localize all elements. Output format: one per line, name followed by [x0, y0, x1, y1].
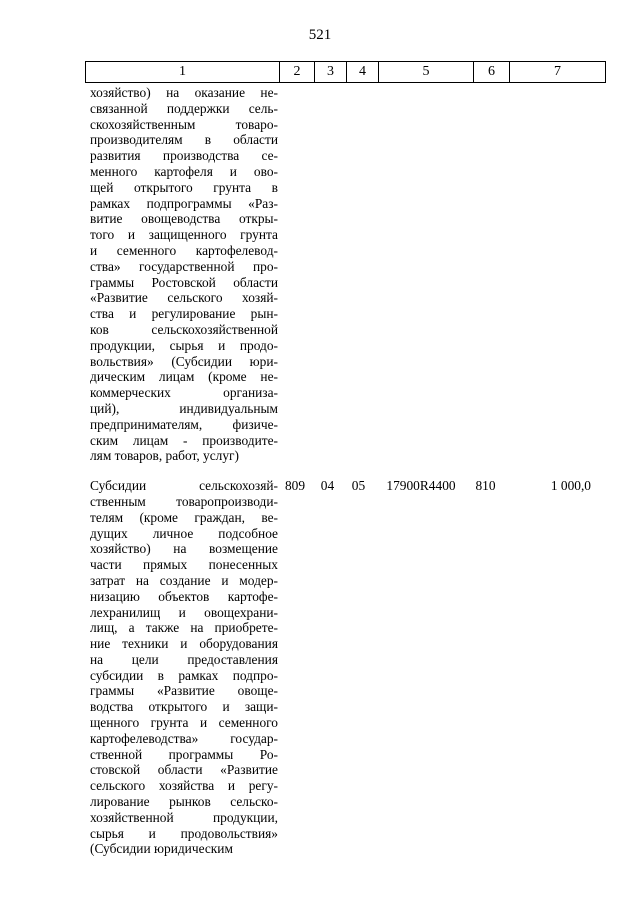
- header-col-6: 6: [474, 62, 510, 83]
- description-line: низацию объектов картофе-: [90, 588, 278, 604]
- row-description: [85, 85, 278, 464]
- description-line: хозяйственной продукции,: [90, 809, 278, 825]
- description-line: коммерческих организа-: [90, 385, 278, 401]
- header-col-2: 2: [280, 62, 315, 83]
- description-line: картофелеводства» государ-: [90, 730, 278, 746]
- description-line: сырья и продовольствия»: [90, 825, 278, 841]
- header-col-5: 5: [379, 62, 474, 83]
- description-line: ков сельскохозяйственной: [90, 321, 278, 337]
- description-line: граммы «Развитие овоще-: [90, 683, 278, 699]
- cell-section: 04: [320, 478, 335, 494]
- description-line: части прямых понесенных: [90, 557, 278, 573]
- cell-expense-type: 810: [475, 478, 496, 494]
- cell-amount: [503, 85, 598, 464]
- description-line: сельского хозяйства и регу-: [90, 778, 278, 794]
- cell-ministry: [278, 85, 312, 464]
- description-line: витие овощеводства откры-: [90, 211, 278, 227]
- description-line: менного картофеля и ово-: [90, 163, 278, 179]
- cell-subsection: [343, 85, 374, 464]
- table-row: [85, 85, 600, 464]
- header-col-3: 3: [315, 62, 347, 83]
- description-line: развития производства се-: [90, 148, 278, 164]
- description-line: вольствия» (Субсидии юри-: [90, 353, 278, 369]
- description-line: субсидии в рамках подпро-: [90, 667, 278, 683]
- table-body: [85, 85, 600, 857]
- description-line: хозяйство) на оказание не-: [90, 85, 278, 100]
- description-line: граммы Ростовской области: [90, 274, 278, 290]
- description-line: ственным товаропроизводи-: [90, 493, 278, 509]
- description-line: водства открытого и защи-: [90, 699, 278, 715]
- description-line: дическим лицам (кроме не-: [90, 369, 278, 385]
- header-col-4: 4: [347, 62, 379, 83]
- cell-target-article: [374, 85, 468, 464]
- description-line: скохозяйственным товаро-: [90, 116, 278, 132]
- description-line: стовской области «Развитие: [90, 762, 278, 778]
- description-line: лирование рынков сельско-: [90, 794, 278, 810]
- description-line: ственной программы Ро-: [90, 746, 278, 762]
- header-col-7: 7: [510, 62, 606, 83]
- table-header: [85, 61, 606, 83]
- description-line: хозяйство) на возмещение: [90, 541, 278, 557]
- description-line: производителям в области: [90, 132, 278, 148]
- description-line: лям товаров, работ, услуг): [90, 448, 240, 464]
- description-line: ства» государственной про-: [90, 258, 278, 274]
- description-line: телям (кроме граждан, ве-: [90, 509, 278, 525]
- description-line: щенного грунта и семенного: [90, 715, 278, 731]
- description-line: затрат на создание и модер-: [90, 572, 278, 588]
- description-line: лищ, а также на приобрете-: [90, 620, 278, 636]
- description-line: связанной поддержки сель-: [90, 100, 278, 116]
- description-line: ние техники и оборудования: [90, 636, 278, 652]
- description-line: на цели предоставления: [90, 651, 278, 667]
- description-line: дущих личное подсобное: [90, 525, 278, 541]
- description-line: ским лицам - производите-: [90, 432, 278, 448]
- description-line: (Субсидии юридическим: [90, 841, 233, 857]
- cell-target-article: 17900R4400: [386, 478, 456, 494]
- cell-expense-type: [468, 85, 503, 464]
- table-row: [85, 478, 600, 857]
- description-line: ства и регулирование рын-: [90, 306, 278, 322]
- row-description: [85, 478, 278, 857]
- description-line: ций), индивидуальным: [90, 400, 278, 416]
- description-line: лехранилищ и овощехрани-: [90, 604, 278, 620]
- description-line: продукции, сырья и продо-: [90, 337, 278, 353]
- cell-subsection: 05: [351, 478, 366, 494]
- description-line: и семенного картофелевод-: [90, 242, 278, 258]
- cell-ministry: 809: [284, 478, 306, 494]
- cell-section: [312, 85, 343, 464]
- description-line: того и защищенного грунта: [90, 227, 278, 243]
- description-line: «Развитие сельского хозяй-: [90, 290, 278, 306]
- description-line: предпринимателям, физиче-: [90, 416, 278, 432]
- description-line: Субсидии сельскохозяй-: [90, 478, 278, 494]
- page-number: 521: [308, 27, 332, 43]
- cell-amount: 1 000,0: [550, 478, 591, 494]
- description-line: рамках подпрограммы «Раз-: [90, 195, 278, 211]
- description-line: щей открытого грунта в: [90, 179, 278, 195]
- header-col-1: 1: [86, 62, 280, 83]
